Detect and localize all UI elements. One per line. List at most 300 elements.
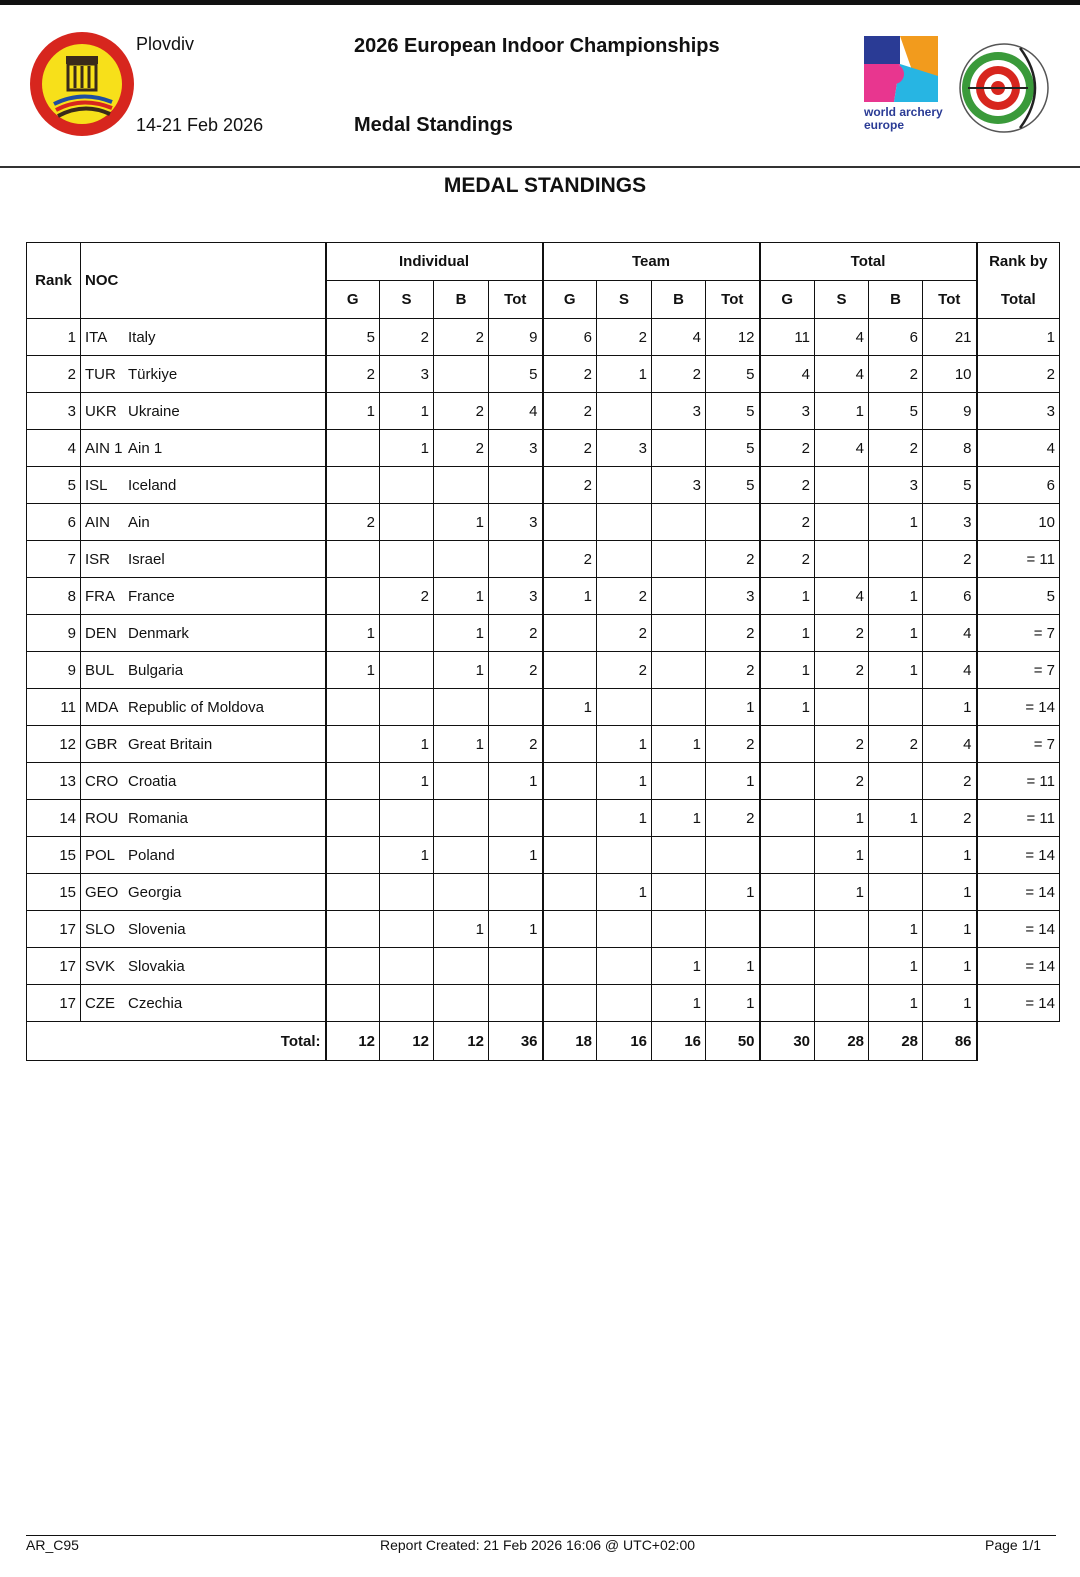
- noc-code: CRO: [85, 772, 119, 790]
- medal-count-cell: 1: [869, 985, 923, 1022]
- rank-cell: 9: [27, 615, 81, 652]
- medal-count-cell: [869, 689, 923, 726]
- medal-count-cell: 3: [380, 356, 434, 393]
- world-archery-europe-text: world archery europe: [864, 105, 943, 132]
- noc-code: GEO: [85, 883, 119, 901]
- medal-count-cell: 2: [923, 541, 977, 578]
- medal-count-cell: 2: [760, 504, 815, 541]
- medal-count-cell: 2: [706, 652, 760, 689]
- total-cell: 30: [760, 1022, 815, 1061]
- medal-count-cell: 1: [760, 578, 815, 615]
- rank-cell: 9: [27, 652, 81, 689]
- medal-count-cell: 1: [869, 504, 923, 541]
- medal-count-cell: 1: [869, 578, 923, 615]
- table-row: [27, 578, 1060, 615]
- medal-count-cell: 2: [380, 578, 434, 615]
- noc-cell: [81, 430, 326, 467]
- medal-count-cell: [597, 541, 652, 578]
- total-header: Total: [760, 243, 977, 281]
- rank-by-total-cell: 1: [977, 319, 1060, 356]
- medal-count-cell: [652, 430, 706, 467]
- medal-count-cell: [760, 837, 815, 874]
- medal-count-cell: [489, 689, 543, 726]
- medal-count-cell: [543, 800, 597, 837]
- medal-count-cell: [869, 763, 923, 800]
- medal-count-cell: [652, 541, 706, 578]
- medal-count-cell: [489, 874, 543, 911]
- medal-count-cell: 1: [597, 763, 652, 800]
- medal-count-cell: 2: [815, 726, 869, 763]
- medal-count-cell: 2: [543, 393, 597, 430]
- medal-count-cell: 21: [923, 319, 977, 356]
- medal-count-cell: [597, 689, 652, 726]
- medal-count-cell: [326, 837, 380, 874]
- report-code: AR_C95: [26, 1537, 79, 1553]
- noc-code: ROU: [85, 809, 119, 827]
- table-row: [27, 467, 1060, 504]
- rank-cell: 17: [27, 948, 81, 985]
- rank-cell: 13: [27, 763, 81, 800]
- medal-count-cell: [380, 948, 434, 985]
- medal-count-cell: [597, 948, 652, 985]
- footer-rule: [26, 1535, 1056, 1536]
- medal-count-cell: 2: [489, 726, 543, 763]
- country-name: Slovakia: [128, 957, 185, 975]
- medal-count-cell: 4: [923, 726, 977, 763]
- country-name: Bulgaria: [128, 661, 184, 679]
- medal-count-cell: 1: [706, 763, 760, 800]
- medal-count-cell: 3: [489, 430, 543, 467]
- rank-by-total-cell: = 11: [977, 541, 1060, 578]
- rank-by-header: Rank by: [977, 243, 1060, 281]
- medal-count-cell: 4: [923, 615, 977, 652]
- medal-count-cell: [434, 689, 489, 726]
- country-name: Romania: [128, 809, 189, 827]
- medal-count-cell: [652, 578, 706, 615]
- medal-count-cell: 5: [326, 319, 380, 356]
- medal-count-cell: 2: [380, 319, 434, 356]
- totals-label: Total:: [27, 1022, 326, 1061]
- table-header-row-1: [27, 243, 1060, 281]
- event-dates: 14-21 Feb 2026: [136, 115, 264, 135]
- medal-count-cell: [543, 504, 597, 541]
- medal-count-cell: 4: [489, 393, 543, 430]
- country-name: Croatia: [128, 772, 177, 790]
- total-cell: 28: [815, 1022, 869, 1061]
- medal-count-cell: [434, 948, 489, 985]
- medal-count-cell: 5: [489, 356, 543, 393]
- medal-count-cell: [815, 948, 869, 985]
- medal-count-cell: [815, 541, 869, 578]
- table-row: [27, 652, 1060, 689]
- medal-count-cell: [543, 763, 597, 800]
- medal-count-cell: 4: [923, 652, 977, 689]
- country-name: Slovenia: [128, 920, 186, 938]
- medal-count-cell: [489, 985, 543, 1022]
- country-name: Israel: [128, 550, 165, 568]
- country-name: Denmark: [128, 624, 189, 642]
- noc-code: ITA: [85, 328, 108, 346]
- medal-count-cell: 2: [760, 541, 815, 578]
- total-cell: 16: [652, 1022, 706, 1061]
- table-row: [27, 541, 1060, 578]
- medal-count-cell: [326, 800, 380, 837]
- rank-by-total-cell: = 14: [977, 911, 1060, 948]
- medal-count-cell: 2: [760, 430, 815, 467]
- medal-count-cell: [543, 652, 597, 689]
- medal-count-cell: 2: [543, 541, 597, 578]
- page-title: MEDAL STANDINGS: [443, 174, 647, 197]
- rank-by-total-cell: = 14: [977, 948, 1060, 985]
- medal-count-cell: [326, 467, 380, 504]
- medal-count-cell: [326, 689, 380, 726]
- medal-count-cell: 4: [652, 319, 706, 356]
- noc-cell: [81, 541, 326, 578]
- medal-count-cell: 5: [706, 467, 760, 504]
- medal-count-cell: [380, 800, 434, 837]
- medal-count-cell: 1: [869, 800, 923, 837]
- rank-by-total-cell: = 7: [977, 652, 1060, 689]
- rank-cell: 11: [27, 689, 81, 726]
- medal-count-cell: 1: [597, 726, 652, 763]
- medal-count-cell: [760, 800, 815, 837]
- medal-count-cell: 1: [815, 837, 869, 874]
- page-number: Page 1/1: [985, 1537, 1042, 1553]
- medal-count-cell: 1: [706, 948, 760, 985]
- rank-by-total-cell: = 14: [977, 985, 1060, 1022]
- totals-row: [27, 1022, 1060, 1061]
- medal-count-cell: [652, 874, 706, 911]
- medal-count-cell: 2: [597, 615, 652, 652]
- medal-count-cell: 1: [923, 874, 977, 911]
- medal-count-cell: 1: [923, 948, 977, 985]
- ind-silver-header: S: [380, 281, 434, 319]
- table-row: [27, 319, 1060, 356]
- medal-count-cell: 2: [489, 615, 543, 652]
- rank-by-total-cell: = 14: [977, 689, 1060, 726]
- noc-code: BUL: [85, 661, 115, 679]
- medal-count-cell: [706, 911, 760, 948]
- totals-blank-cell: [977, 1022, 1060, 1061]
- medal-count-cell: [489, 948, 543, 985]
- medal-count-cell: [597, 911, 652, 948]
- medal-count-cell: 3: [923, 504, 977, 541]
- total-cell: 16: [597, 1022, 652, 1061]
- medal-count-cell: [543, 874, 597, 911]
- medal-count-cell: 5: [869, 393, 923, 430]
- medal-count-cell: [380, 985, 434, 1022]
- rank-cell: 5: [27, 467, 81, 504]
- medal-count-cell: [815, 504, 869, 541]
- total-cell: 12: [326, 1022, 380, 1061]
- medal-count-cell: 2: [543, 356, 597, 393]
- country-name: Ukraine: [128, 402, 180, 420]
- rank-by-total-cell: 4: [977, 430, 1060, 467]
- medal-count-cell: 2: [434, 319, 489, 356]
- team-gold-header: G: [543, 281, 597, 319]
- medal-count-cell: [652, 504, 706, 541]
- noc-code: FRA: [85, 587, 115, 605]
- medal-count-cell: [380, 541, 434, 578]
- medal-count-cell: 4: [815, 430, 869, 467]
- ind-bronze-header: B: [434, 281, 489, 319]
- medal-count-cell: [543, 985, 597, 1022]
- medal-count-cell: [597, 504, 652, 541]
- country-name: Türkiye: [128, 365, 178, 383]
- medal-count-cell: 10: [923, 356, 977, 393]
- medal-count-cell: [760, 763, 815, 800]
- total-cell: 36: [489, 1022, 543, 1061]
- medal-count-cell: 2: [326, 356, 380, 393]
- country-name: Italy: [128, 328, 156, 346]
- medal-count-cell: [597, 467, 652, 504]
- report-subtitle: Medal Standings: [354, 114, 513, 136]
- medal-count-cell: [326, 874, 380, 911]
- medal-count-cell: 1: [706, 985, 760, 1022]
- medal-count-cell: [326, 948, 380, 985]
- medal-count-cell: 2: [706, 615, 760, 652]
- rank-header: Rank: [27, 243, 81, 319]
- medal-count-cell: 1: [760, 689, 815, 726]
- medal-count-cell: 3: [760, 393, 815, 430]
- medal-count-cell: 2: [706, 541, 760, 578]
- medal-count-cell: 2: [597, 319, 652, 356]
- medal-count-cell: 1: [706, 689, 760, 726]
- total-bronze-header: B: [869, 281, 923, 319]
- medal-count-cell: 1: [434, 726, 489, 763]
- medal-count-cell: 1: [489, 763, 543, 800]
- medal-count-cell: [326, 541, 380, 578]
- table-row: [27, 800, 1060, 837]
- medal-count-cell: [380, 615, 434, 652]
- medal-count-cell: 1: [434, 652, 489, 689]
- medal-count-cell: [434, 800, 489, 837]
- event-title: 2026 European Indoor Championships: [354, 35, 720, 57]
- medal-count-cell: [543, 948, 597, 985]
- medal-count-cell: [489, 541, 543, 578]
- medal-count-cell: [869, 541, 923, 578]
- noc-cell: [81, 689, 326, 726]
- header-rule: [0, 166, 1080, 168]
- rank-cell: 15: [27, 874, 81, 911]
- total-gold-header: G: [760, 281, 815, 319]
- medal-count-cell: 1: [815, 800, 869, 837]
- medal-count-cell: [326, 911, 380, 948]
- noc-cell: [81, 726, 326, 763]
- medal-count-cell: 5: [923, 467, 977, 504]
- medal-count-cell: 5: [706, 356, 760, 393]
- rank-cell: 8: [27, 578, 81, 615]
- rank-cell: 12: [27, 726, 81, 763]
- table-row: [27, 874, 1060, 911]
- team-header: Team: [543, 243, 760, 281]
- medal-count-cell: 6: [543, 319, 597, 356]
- noc-code: DEN: [85, 624, 117, 642]
- table-row: [27, 430, 1060, 467]
- medal-count-cell: 1: [923, 837, 977, 874]
- rank-by-total-cell: 10: [977, 504, 1060, 541]
- table-row: [27, 356, 1060, 393]
- top-rule: [0, 0, 1080, 5]
- medal-count-cell: 1: [869, 615, 923, 652]
- medal-count-cell: [380, 689, 434, 726]
- medal-count-cell: 3: [597, 430, 652, 467]
- medal-count-cell: [326, 726, 380, 763]
- noc-code: AIN: [85, 513, 111, 531]
- medal-count-cell: 2: [706, 726, 760, 763]
- noc-cell: [81, 578, 326, 615]
- total-tot-header: Tot: [923, 281, 977, 319]
- medal-count-cell: 4: [815, 578, 869, 615]
- ind-gold-header: G: [326, 281, 380, 319]
- noc-cell: [81, 763, 326, 800]
- medal-count-cell: [652, 652, 706, 689]
- medal-count-cell: [869, 874, 923, 911]
- team-bronze-header: B: [652, 281, 706, 319]
- table-row: [27, 615, 1060, 652]
- rank-cell: 17: [27, 985, 81, 1022]
- medal-count-cell: [434, 763, 489, 800]
- medal-count-cell: 3: [652, 393, 706, 430]
- medal-count-cell: 3: [706, 578, 760, 615]
- country-name: Georgia: [128, 883, 182, 901]
- noc-cell: [81, 874, 326, 911]
- rank-cell: 7: [27, 541, 81, 578]
- medal-count-cell: 12: [706, 319, 760, 356]
- noc-code: POL: [85, 846, 116, 864]
- total-cell: 18: [543, 1022, 597, 1061]
- table-row: [27, 393, 1060, 430]
- medal-count-cell: [326, 985, 380, 1022]
- medal-count-cell: 2: [489, 652, 543, 689]
- medal-count-cell: 2: [923, 763, 977, 800]
- noc-code: ISL: [85, 476, 108, 494]
- medal-count-cell: 1: [923, 985, 977, 1022]
- medal-count-cell: 1: [869, 948, 923, 985]
- medal-count-cell: 2: [869, 726, 923, 763]
- medal-count-cell: 1: [434, 615, 489, 652]
- medal-count-cell: 6: [869, 319, 923, 356]
- medal-count-cell: 1: [380, 763, 434, 800]
- medal-count-cell: [543, 726, 597, 763]
- noc-cell: [81, 652, 326, 689]
- medal-count-cell: 2: [543, 467, 597, 504]
- medal-count-cell: [326, 763, 380, 800]
- rank-by-total-cell: 3: [977, 393, 1060, 430]
- medal-count-cell: 4: [815, 319, 869, 356]
- medal-count-cell: [434, 356, 489, 393]
- noc-cell: [81, 615, 326, 652]
- medal-count-cell: 2: [869, 356, 923, 393]
- medal-count-cell: [815, 985, 869, 1022]
- medal-count-cell: 1: [543, 689, 597, 726]
- medal-count-cell: [597, 837, 652, 874]
- table-row: [27, 948, 1060, 985]
- noc-cell: [81, 504, 326, 541]
- medal-count-cell: [380, 504, 434, 541]
- medal-count-cell: 5: [706, 393, 760, 430]
- medal-count-cell: [760, 948, 815, 985]
- medal-count-cell: 2: [597, 652, 652, 689]
- noc-cell: [81, 393, 326, 430]
- championship-logo: [28, 30, 136, 138]
- medal-count-cell: 8: [923, 430, 977, 467]
- medal-count-cell: 1: [652, 726, 706, 763]
- medal-count-cell: 1: [706, 874, 760, 911]
- medal-count-cell: 1: [652, 948, 706, 985]
- country-name: Ain 1: [128, 439, 163, 457]
- medal-count-cell: [815, 911, 869, 948]
- rank-by-total-header: Total: [977, 281, 1060, 319]
- medal-count-cell: 2: [326, 504, 380, 541]
- country-name: Ain: [128, 513, 150, 531]
- medal-count-cell: 2: [923, 800, 977, 837]
- medal-count-cell: [760, 874, 815, 911]
- country-name: Czechia: [128, 994, 183, 1012]
- medal-count-cell: 2: [434, 430, 489, 467]
- medal-count-cell: [380, 652, 434, 689]
- table-row: [27, 504, 1060, 541]
- country-name: France: [128, 587, 175, 605]
- rank-by-total-cell: = 11: [977, 800, 1060, 837]
- country-name: Great Britain: [128, 735, 213, 753]
- rank-by-total-cell: = 7: [977, 726, 1060, 763]
- team-tot-header: Tot: [706, 281, 760, 319]
- noc-code: SVK: [85, 957, 116, 975]
- table-body: [27, 319, 1060, 1022]
- medal-count-cell: [326, 578, 380, 615]
- medal-count-cell: 1: [597, 800, 652, 837]
- medal-count-cell: 9: [923, 393, 977, 430]
- medal-count-cell: 1: [489, 837, 543, 874]
- rank-by-total-cell: = 14: [977, 874, 1060, 911]
- rank-by-total-cell: = 11: [977, 763, 1060, 800]
- medal-count-cell: 3: [869, 467, 923, 504]
- team-silver-header: S: [597, 281, 652, 319]
- medal-count-cell: 1: [380, 430, 434, 467]
- medal-count-cell: [652, 689, 706, 726]
- total-cell: 86: [923, 1022, 977, 1061]
- medal-count-cell: [489, 467, 543, 504]
- medal-count-cell: 4: [760, 356, 815, 393]
- table-row: [27, 763, 1060, 800]
- total-cell: 50: [706, 1022, 760, 1061]
- rank-by-total-cell: = 14: [977, 837, 1060, 874]
- medal-count-cell: 1: [597, 356, 652, 393]
- medal-count-cell: [815, 689, 869, 726]
- medal-count-cell: 1: [923, 689, 977, 726]
- host-city: Plovdiv: [136, 34, 195, 54]
- table-row: [27, 911, 1060, 948]
- medal-count-cell: 2: [815, 652, 869, 689]
- report-created: Report Created: 21 Feb 2026 16:06 @ UTC+02:00: [380, 1537, 696, 1553]
- medal-count-cell: 1: [489, 911, 543, 948]
- medal-count-cell: [543, 615, 597, 652]
- medal-count-cell: 2: [815, 763, 869, 800]
- medal-count-cell: 1: [869, 911, 923, 948]
- medal-count-cell: 2: [815, 615, 869, 652]
- rank-cell: 17: [27, 911, 81, 948]
- noc-code: CZE: [85, 994, 115, 1012]
- noc-header: NOC: [81, 243, 326, 319]
- medal-count-cell: 1: [869, 652, 923, 689]
- medal-count-cell: [760, 911, 815, 948]
- medal-count-cell: 11: [760, 319, 815, 356]
- medal-count-cell: 1: [815, 393, 869, 430]
- total-cell: 28: [869, 1022, 923, 1061]
- medal-count-cell: [380, 911, 434, 948]
- noc-cell: [81, 985, 326, 1022]
